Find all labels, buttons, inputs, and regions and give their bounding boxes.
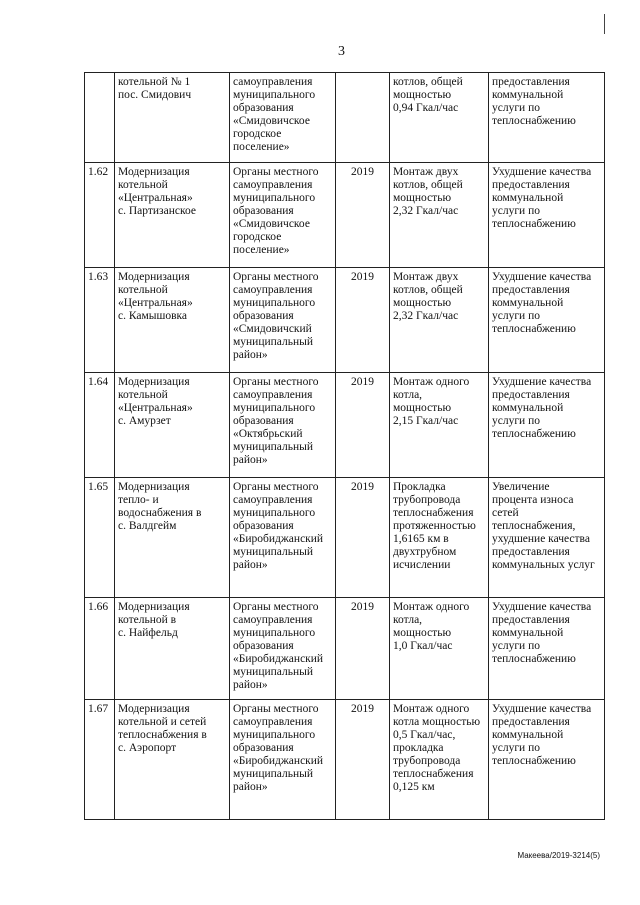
margin-mark: [604, 14, 605, 34]
year: [336, 73, 390, 163]
risk-description: Ухудшение качества предоставления коммунальной услуги по теплоснабжению: [489, 700, 605, 820]
measure-description: Монтаж одного котла, мощностью 1,0 Гкал/час: [390, 598, 489, 700]
responsible-body: Органы местного самоуправления муниципального образования «Биробиджанский муниципальный район»: [230, 700, 336, 820]
year: 2019: [336, 268, 390, 373]
risk-description: Ухудшение качества предоставления коммунальной услуги по теплоснабжению: [489, 373, 605, 478]
responsible-body: Органы местного самоуправления муниципального образования «Биробиджанский муниципальный район»: [230, 478, 336, 598]
measure-description: Монтаж двух котлов, общей мощностью 2,32 Гкал/час: [390, 163, 489, 268]
object-name: Модернизация котельной «Центральная» с. Камышовка: [115, 268, 230, 373]
table-row: [85, 598, 605, 700]
item-number: 1.67: [85, 700, 115, 820]
risk-description: Ухудшение качества предоставления коммунальной услуги по теплоснабжению: [489, 268, 605, 373]
responsible-body: Органы местного самоуправления муниципального образования «Смидовичское городское поселение»: [230, 163, 336, 268]
responsible-body: Органы местного самоуправления муниципального образования «Биробиджанский муниципальный район»: [230, 598, 336, 700]
object-name: Модернизация котельной и сетей теплоснабжения в с. Аэропорт: [115, 700, 230, 820]
table-row: [85, 73, 605, 163]
object-name: Модернизация котельной «Центральная» с. Партизанское: [115, 163, 230, 268]
object-name: котельной № 1 пос. Смидович: [115, 73, 230, 163]
document-code: Макеева/2019-3214(5): [517, 851, 600, 860]
responsible-body: Органы местного самоуправления муниципального образования «Октябрьский муниципальный район»: [230, 373, 336, 478]
year: 2019: [336, 163, 390, 268]
object-name: Модернизация котельной «Центральная» с. Амурзет: [115, 373, 230, 478]
responsible-body: самоуправления муниципального образования «Смидовичское городское поселение»: [230, 73, 336, 163]
table-row: [85, 268, 605, 373]
measure-description: котлов, общей мощностью 0,94 Гкал/час: [390, 73, 489, 163]
item-number: 1.65: [85, 478, 115, 598]
table-row: [85, 163, 605, 268]
item-number: 1.66: [85, 598, 115, 700]
measure-description: Монтаж одного котла, мощностью 2,15 Гкал/час: [390, 373, 489, 478]
responsible-body: Органы местного самоуправления муниципального образования «Смидовичский муниципальный район»: [230, 268, 336, 373]
item-number: 1.64: [85, 373, 115, 478]
risk-description: Ухудшение качества предоставления коммунальной услуги по теплоснабжению: [489, 163, 605, 268]
table-row: [85, 478, 605, 598]
page-number: 3: [338, 44, 345, 59]
table-row: [85, 700, 605, 820]
measure-description: Прокладка трубопровода теплоснабжения протяженностью 1,6165 км в двухтрубном исчислении: [390, 478, 489, 598]
risk-description: предоставления коммунальной услуги по теплоснабжению: [489, 73, 605, 163]
year: 2019: [336, 478, 390, 598]
table-row: [85, 373, 605, 478]
year: 2019: [336, 373, 390, 478]
object-name: Модернизация тепло- и водоснабжения в с. Валдгейм: [115, 478, 230, 598]
measure-description: Монтаж одного котла мощностью 0,5 Гкал/час, прокладка трубопровода теплоснабжения 0,125 км: [390, 700, 489, 820]
risk-description: Увеличение процента износа сетей теплоснабжения, ухудшение качества предоставления коммунальных услуг: [489, 478, 605, 598]
measure-description: Монтаж двух котлов, общей мощностью 2,32 Гкал/час: [390, 268, 489, 373]
year: 2019: [336, 598, 390, 700]
risk-description: Ухудшение качества предоставления коммунальной услуги по теплоснабжению: [489, 598, 605, 700]
item-number: 1.63: [85, 268, 115, 373]
item-number: [85, 73, 115, 163]
object-name: Модернизация котельной в с. Найфельд: [115, 598, 230, 700]
year: 2019: [336, 700, 390, 820]
program-measures-table: [84, 72, 605, 820]
item-number: 1.62: [85, 163, 115, 268]
